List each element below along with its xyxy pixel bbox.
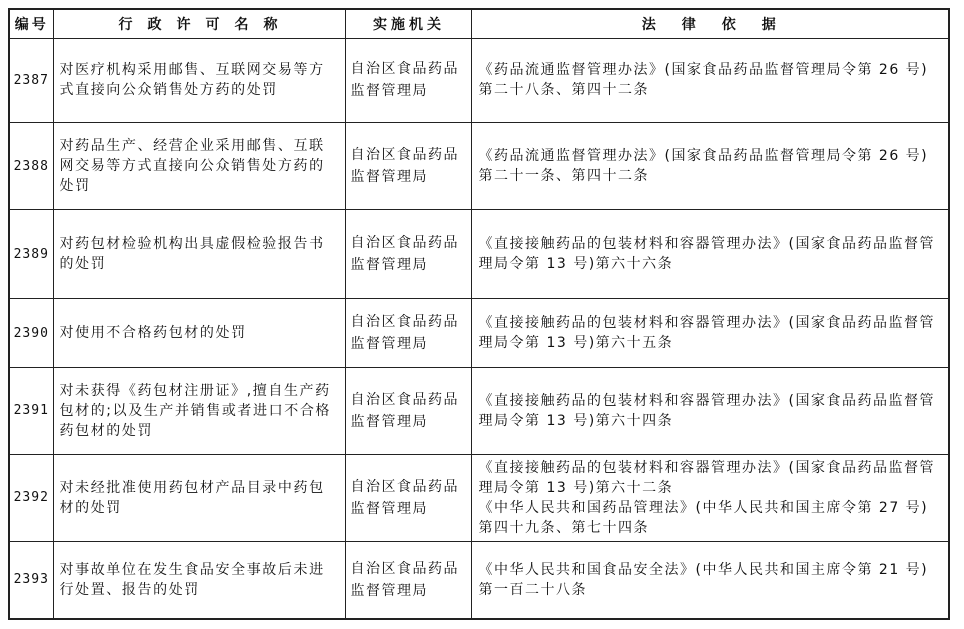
legal-basis (471, 38, 949, 123)
legal-citation: 《药品流通监督管理办法》(国家食品药品监督管理局令第 26 号)第二十八条、第四十二条 (478, 62, 929, 99)
row-id: 2388 (9, 123, 53, 210)
table-row (9, 210, 949, 299)
permit-name: 对药包材检验机构出具虚假检验报告书的处罚 (53, 210, 345, 299)
legal-basis (471, 367, 949, 454)
row-id: 2389 (9, 210, 53, 299)
agency: 自治区食品药品监督管理局 (345, 38, 471, 123)
legal-citation: 《中华人民共和国药品管理法》(中华人民共和国主席令第 27 号)第四十九条、第七十四条 (478, 499, 929, 536)
legal-citation: 《直接接触药品的包装材料和容器管理办法》(国家食品药品监督管理局令第 13 号)第六十四条 (478, 392, 935, 429)
agency: 自治区食品药品监督管理局 (345, 299, 471, 368)
legal-basis (471, 210, 949, 299)
agency: 自治区食品药品监督管理局 (345, 454, 471, 541)
permit-name: 对未获得《药包材注册证》,擅自生产药包材的;以及生产并销售或者进口不合格药包材的处罚 (53, 367, 345, 454)
row-id: 2390 (9, 299, 53, 368)
row-id: 2393 (9, 541, 53, 619)
table-row (9, 38, 949, 123)
legal-citation: 《直接接触药品的包装材料和容器管理办法》(国家食品药品监督管理局令第 13 号)第六十六条 (478, 236, 935, 273)
permit-name: 对未经批准使用药包材产品目录中药包材的处罚 (53, 454, 345, 541)
header-legal-basis: 法律依据 (471, 9, 949, 38)
table-row (9, 123, 949, 210)
header-agency: 实施机关 (345, 9, 471, 38)
legal-citation: 《药品流通监督管理办法》(国家食品药品监督管理局令第 26 号)第二十一条、第四十二条 (478, 148, 929, 185)
legal-basis (471, 454, 949, 541)
agency: 自治区食品药品监督管理局 (345, 541, 471, 619)
row-id: 2387 (9, 38, 53, 123)
legal-basis (471, 299, 949, 368)
row-id: 2392 (9, 454, 53, 541)
table-header (9, 9, 949, 38)
agency: 自治区食品药品监督管理局 (345, 123, 471, 210)
legal-citation: 《中华人民共和国食品安全法》(中华人民共和国主席令第 21 号)第一百二十八条 (478, 561, 929, 598)
permit-name: 对医疗机构采用邮售、互联网交易等方式直接向公众销售处方药的处罚 (53, 38, 345, 123)
legal-citation: 《直接接触药品的包装材料和容器管理办法》(国家食品药品监督管理局令第 13 号)第六十二条 (478, 459, 935, 496)
legal-citation: 《直接接触药品的包装材料和容器管理办法》(国家食品药品监督管理局令第 13 号)第六十五条 (478, 315, 935, 352)
table-body (9, 38, 949, 619)
table-row (9, 454, 949, 541)
permit-table (8, 8, 950, 620)
legal-basis (471, 541, 949, 619)
row-id: 2391 (9, 367, 53, 454)
permit-name: 对使用不合格药包材的处罚 (53, 299, 345, 368)
header-permit-name: 行政许可名称 (53, 9, 345, 38)
header-row (9, 9, 949, 38)
agency: 自治区食品药品监督管理局 (345, 367, 471, 454)
permit-name: 对事故单位在发生食品安全事故后未进行处置、报告的处罚 (53, 541, 345, 619)
table-row (9, 299, 949, 368)
permit-name: 对药品生产、经营企业采用邮售、互联网交易等方式直接向公众销售处方药的处罚 (53, 123, 345, 210)
agency: 自治区食品药品监督管理局 (345, 210, 471, 299)
legal-basis (471, 123, 949, 210)
table-row (9, 541, 949, 619)
table-row (9, 367, 949, 454)
header-id: 编号 (9, 9, 53, 38)
